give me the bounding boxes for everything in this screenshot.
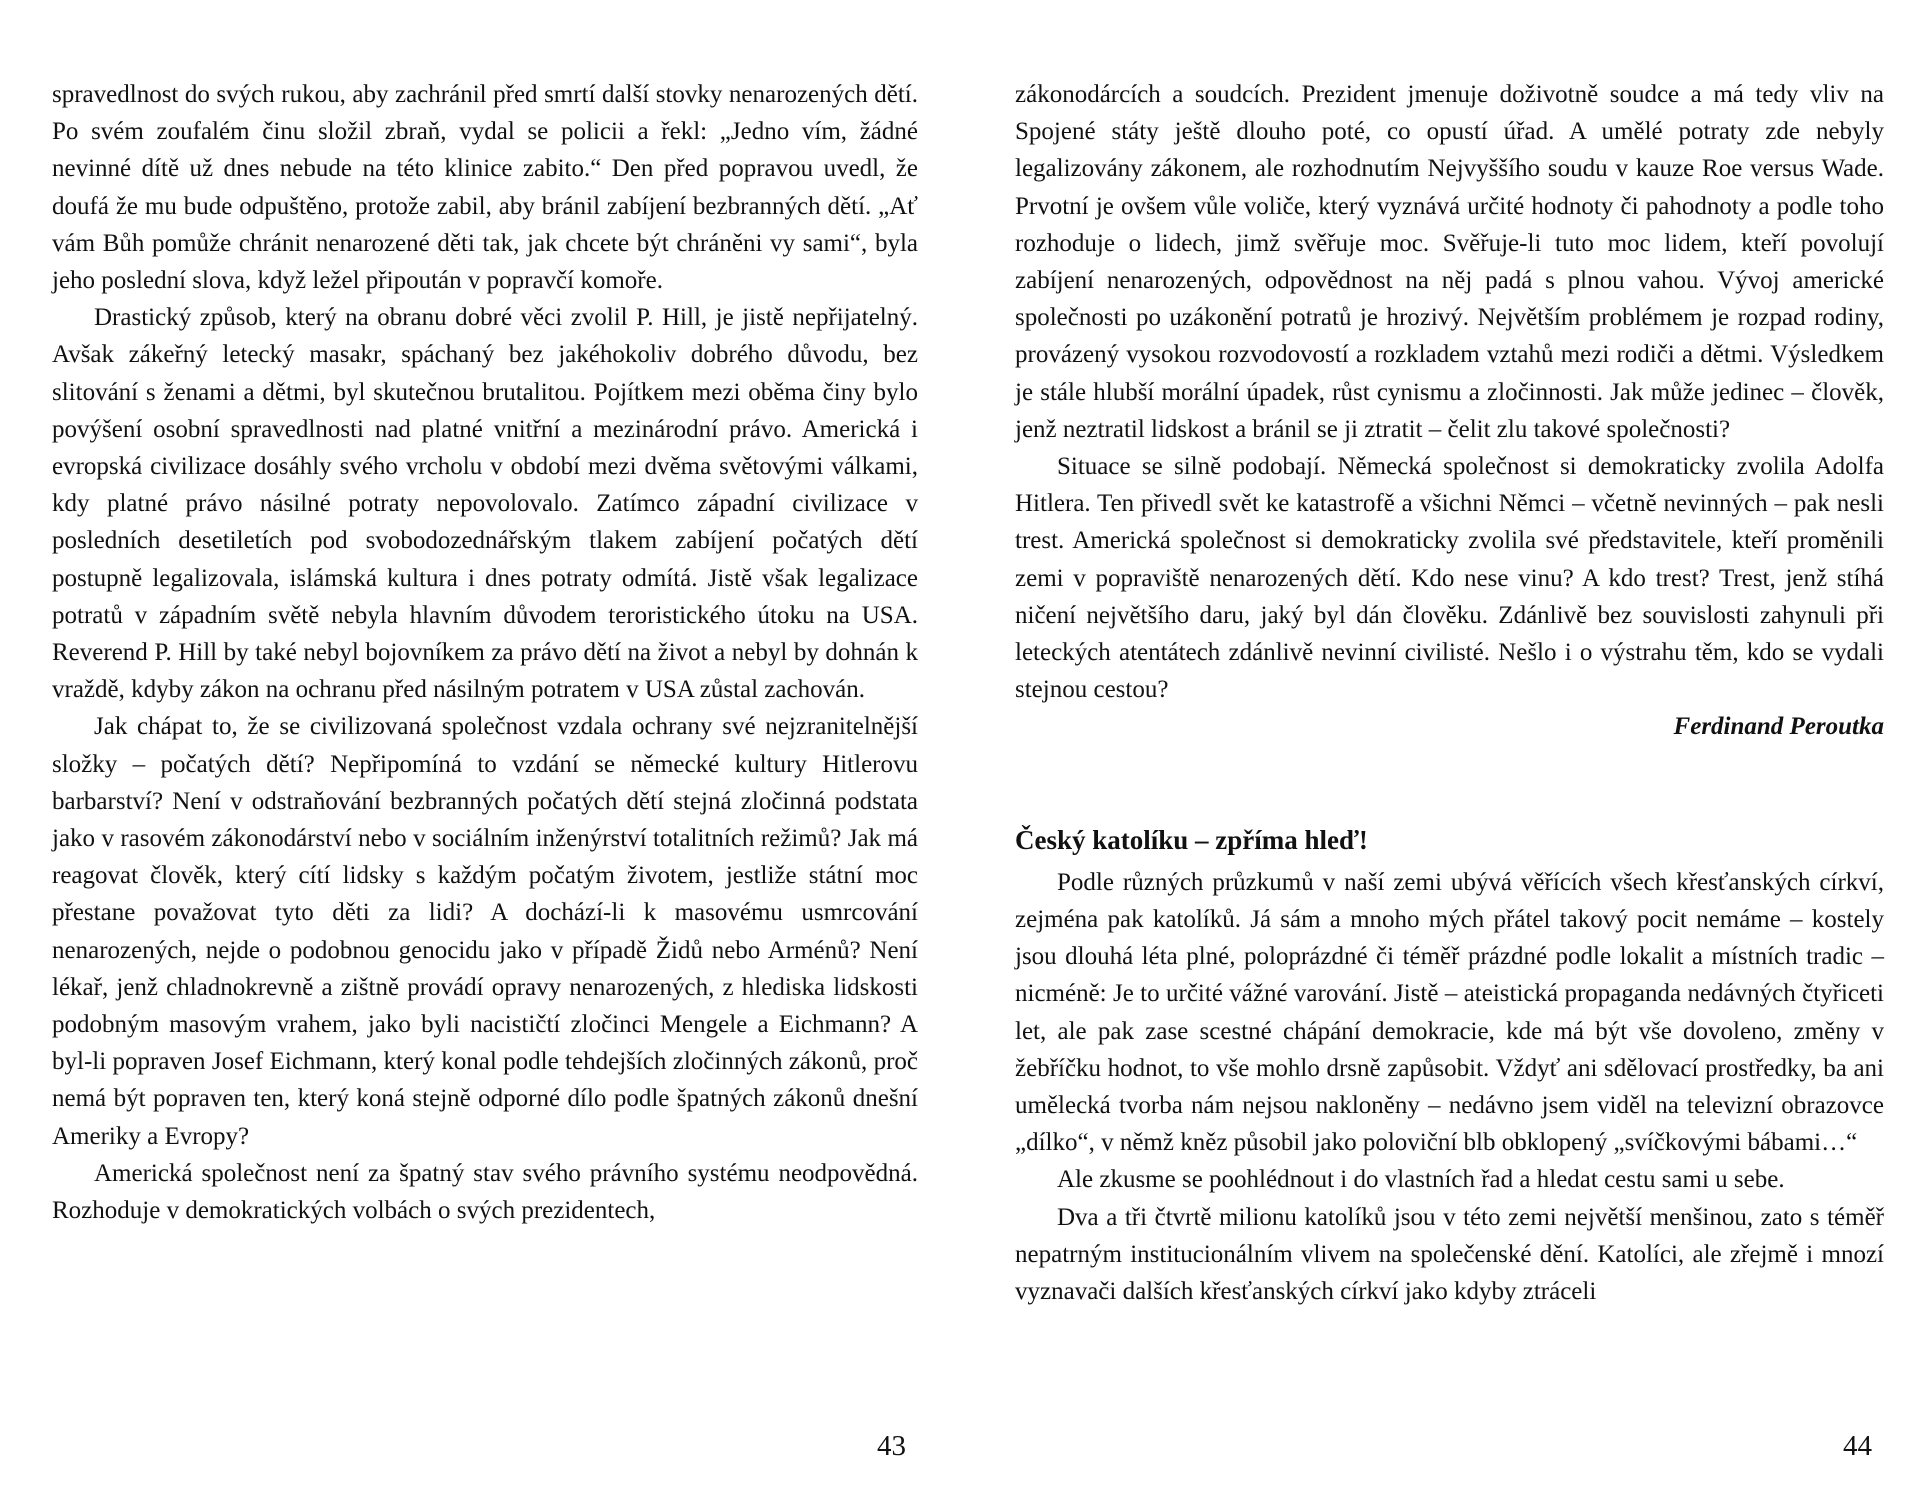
right-page-text xyxy=(1015,76,1884,1310)
right-page xyxy=(957,0,1914,1500)
page-number: 43 xyxy=(877,1430,906,1462)
paragraph: Situace se silně podobají. Německá společnost si demokraticky zvolila Adolfa Hitlera. Ten přivedl svět ke katastrofě a všichni Němci – včetně nevinných – pak nesli trest. Americká společnost si demokraticky zvolila své představitele, kteří proměnili zemi v popraviště nenarozených dětí. Kdo nese vinu? A kdo trest? Trest, jenž stíhá ničení největšího daru, jaký byl dán člověku. Zdánlivě bez souvislosti zahynuli při leteckých atentátech zdánlivě nevinní civilisté. Nešlo i o výstrahu těm, kdo se vydali stejnou cestou? xyxy=(1015,453,1884,704)
paragraph: Jak chápat to, že se civilizovaná společnost vzdala ochrany své nejzranitelnější složky – počatých dětí? Nepřipomíná to vzdání se německé kultury Hitlerovu barbarství? Není v odstraňování bezbranných počatých dětí stejná zločinná podstata jako v rasovém zákonodárství nebo v sociálním inženýrství totalitních režimů? Jak má reagovat člověk, který cítí lidsky s každým počatým životem, jestliže státní moc přestane považovat tyto děti za lidi? A dochází-li k masovému usmrcování nenarozených, nejde o podobnou genocidu jako v případě Židů nebo Arménů? Není lékař, jenž chladnokrevně a zištně provádí opravy nenarozených, z hlediska lidskosti podobným masovým vrahem, jako byli nacističtí zločinci Mengele a Eichmann? A byl-li popraven Josef Eichmann, který konal podle tehdejších zločinných zákonů, proč nemá být popraven ten, který koná stejně odporné dílo podle špatných zákonů dnešní Ameriky a Evropy? xyxy=(52,713,918,1150)
paragraph: spravedlnost do svých rukou, aby zachránil před smrtí další stovky nenarozených dětí. Po svém zoufalém činu složil zbraň, vydal se policii a řekl: „Jedno vím, žádné nevinné dítě už dnes nebude na této klinice zabito.“ Den před popravou uvedl, že doufá že mu bude odpuštěno, protože zabil, aby bránil zabíjení bezbranných dětí. „Ať vám Bůh pomůže chránit nenarozené děti tak, jak chcete být chráněni vy sami“, byla jeho poslední slova, když ležel připoután v popravčí komoře. xyxy=(52,81,918,295)
paragraph: Dva a tři čtvrtě milionu katolíků jsou v této zemi největší menšinou, zato s téměř nepatrným institucionálním vlivem na společenské dění. Katolíci, ale zřejmě i mnozí vyznavači dalších křesťanských církví jako kdyby ztráceli xyxy=(1015,1203,1884,1306)
left-page-text xyxy=(52,76,918,1229)
article-heading: Český katolíku – zpříma hleď! xyxy=(1015,824,1368,855)
author-signature: Ferdinand Peroutka xyxy=(1673,713,1884,741)
page-number: 44 xyxy=(1843,1430,1872,1462)
paragraph: Ale zkusme se poohlédnout i do vlastních řad a hledat cestu sami u sebe. xyxy=(1057,1166,1785,1194)
paragraph: Americká společnost není za špatný stav svého právního systému neodpovědná. Rozhoduje v demokratických volbách o svých prezidentech, xyxy=(52,1159,918,1225)
paragraph: zákonodárcích a soudcích. Prezident jmenuje doživotně soudce a má tedy vliv na Spojené státy ještě dlouho poté, co opustí úřad. A umělé potraty zde nebyly legalizovány zákonem, ale rozhodnutím Nejvyššího soudu v kauze Roe versus Wade. Prvotní je ovšem vůle voliče, který vyznává určité hodnoty či pahodnoty a podle toho rozhoduje o lidech, jimž svěřuje moc. Svěřuje-li tuto moc lidem, kteří povolují zabíjení nenarozených, odpovědnost na něj padá s plnou vahou. Vývoj americké společnosti po uzákonění potratů je hrozivý. Největším problémem je rozpad rodiny, provázený vysokou rozvodovostí a rozkladem vztahů mezi rodiči a dětmi. Výsledkem je stále hlubší morální úpadek, růst cynismu a zločinnosti. Jak může jedinec – člověk, jenž neztratil lidskost a bránil se ji ztratit – čelit zlu takové společnosti? xyxy=(1015,81,1884,443)
paragraph: Drastický způsob, který na obranu dobré věci zvolil P. Hill, je jistě nepřijatelný. Avšak zákeřný letecký masakr, spáchaný bez jakéhokoliv dobrého důvodu, bez slitování s ženami a dětmi, byl skutečnou brutalitou. Pojítkem mezi oběma činy bylo povýšení osobní spravedlnosti nad platné vnitřní a mezinárodní právo. Americká i evropská civilizace dosáhly svého vrcholu v období mezi dvěma světovými válkami, kdy platné právo násilné potraty nepovolovalo. Zatímco západní civilizace v posledních desetiletích pod svobodozednářským tlakem zabíjení počatých dětí postupně legalizovala, islámská kultura i dnes potraty odmítá. Jistě však legalizace potratů v západním světě nebyla hlavním důvodem teroristického útoku na USA. Reverend P. Hill by také nebyl bojovníkem za právo dětí na život a nebyl by dohnán k vraždě, kdyby zákon na ochranu před násilným potratem v USA zůstal zachován. xyxy=(52,304,918,704)
paragraph: Podle různých průzkumů v naší zemi ubývá věřících všech křesťanských církví, zejména pak katolíků. Já sám a mnoho mých přátel takový pocit nemáme – kostely jsou dlouhá léta plné, poloprázdné či téměř prázdné podle lokalit a místních tradic – nicméně: Je to určité vážné varování. Jistě – ateistická propaganda nedávných čtyřiceti let, ale pak zase scestné chápání demokracie, kde má být vše dovoleno, změny v žebříčku hodnot, to vše mohlo drsně zapůsobit. Vždyť ani sdělovací prostředky, ba ani umělecká tvorba nám nejsou nakloněny – nedávno jsem viděl na televizní obrazovce „dílko“, v němž kněz působil jako poloviční blb obklopený „svíčkovými bábami…“ xyxy=(1015,868,1884,1157)
